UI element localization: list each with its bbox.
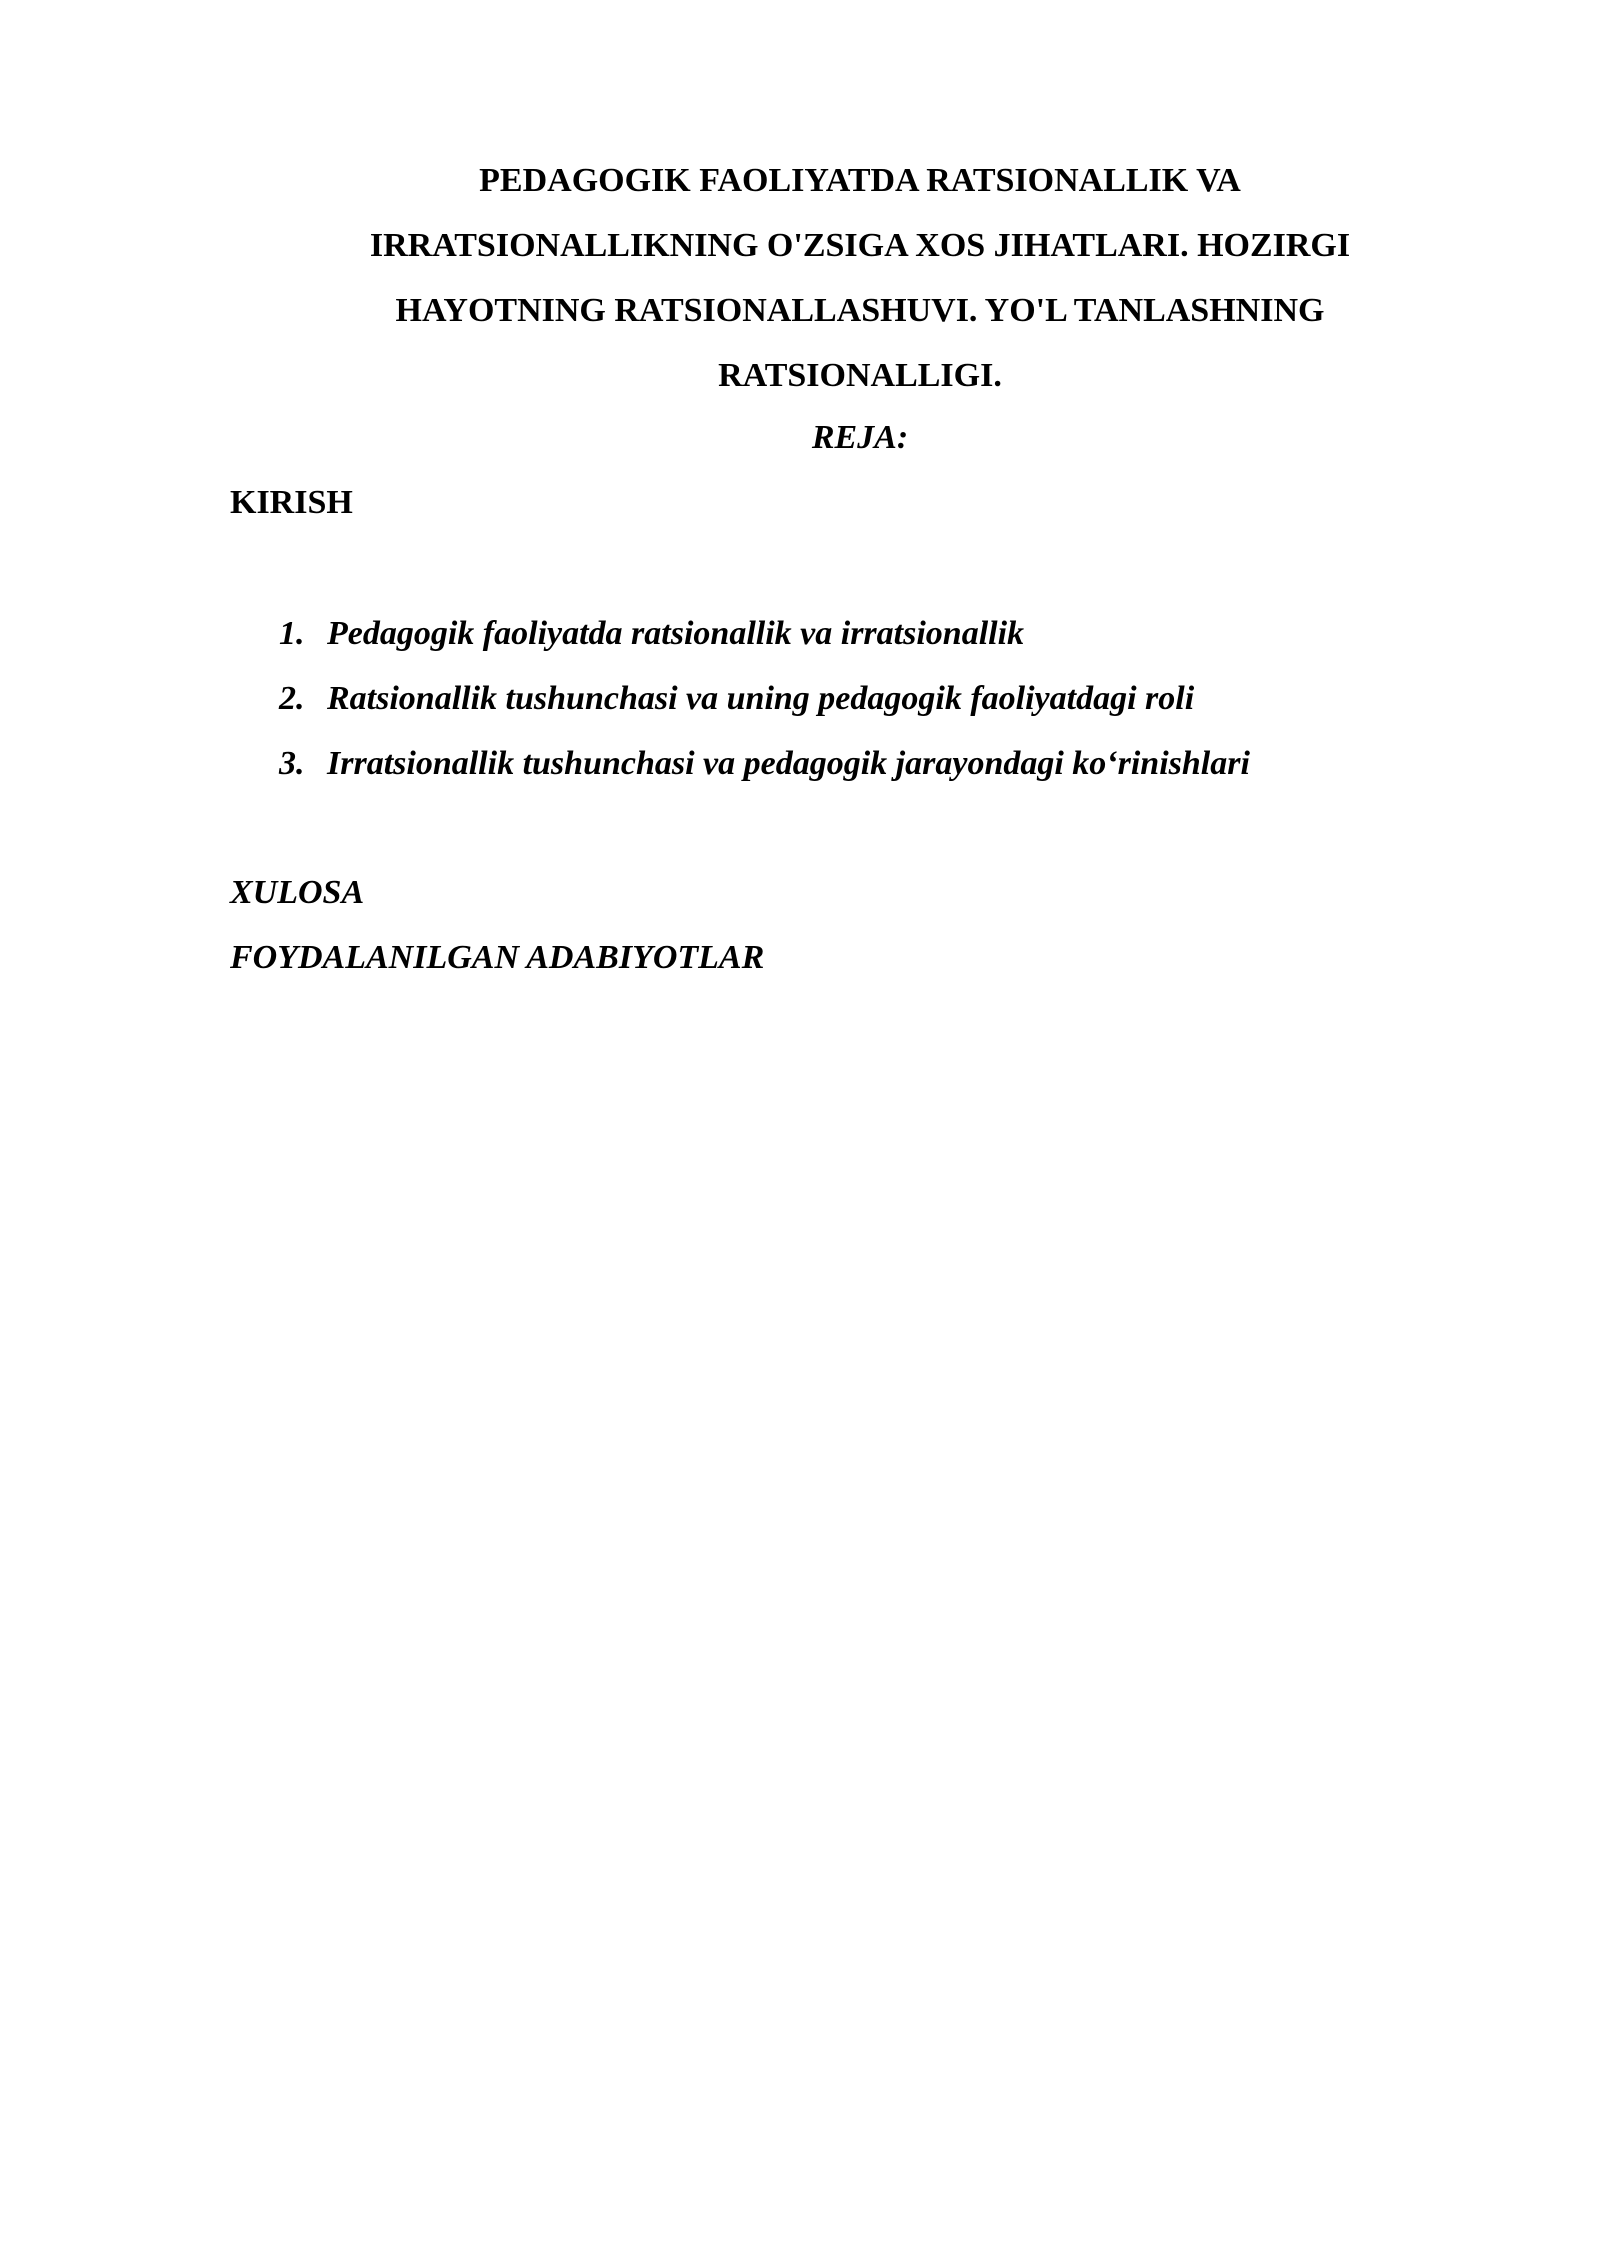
document-title	[230, 148, 1490, 408]
title-line: RATSIONALLIGI.	[718, 357, 1002, 394]
plan-item-text: Pedagogik faoliyatda ratsionallik va irratsionallik	[327, 615, 1025, 652]
title-line: PEDAGOGIK FAOLIYATDA RATSIONALLIK VA	[479, 162, 1241, 199]
title-line: IRRATSIONALLIKNING O'ZSIGA XOS JIHATLARI. HOZIRGI	[369, 227, 1351, 264]
plan-item	[230, 666, 1250, 731]
intro-heading: KIRISH	[230, 484, 353, 521]
plan-item-number: 1.	[279, 615, 305, 652]
plan-item	[230, 601, 1250, 666]
plan-item-number-wrap	[230, 731, 327, 796]
plan-list	[230, 601, 1250, 796]
plan-item-text: Irratsionallik tushunchasi va pedagogik jarayondagi ko‘rinishlari	[327, 745, 1250, 782]
plan-item-number: 3.	[279, 745, 305, 782]
plan-heading: REJA:	[811, 419, 909, 456]
plan-item-text: Ratsionallik tushunchasi va uning pedagogik faoliyatdagi roli	[327, 680, 1195, 717]
conclusion-heading: XULOSA	[230, 874, 365, 911]
title-line: HAYOTNING RATSIONALLASHUVI. YO'L TANLASHNING	[395, 292, 1325, 329]
references-heading: FOYDALANILGAN ADABIYOTLAR	[230, 939, 765, 976]
plan-item	[230, 731, 1250, 796]
plan-item-number: 2.	[279, 680, 305, 717]
plan-item-number-wrap	[230, 601, 327, 666]
plan-item-number-wrap	[230, 666, 327, 731]
